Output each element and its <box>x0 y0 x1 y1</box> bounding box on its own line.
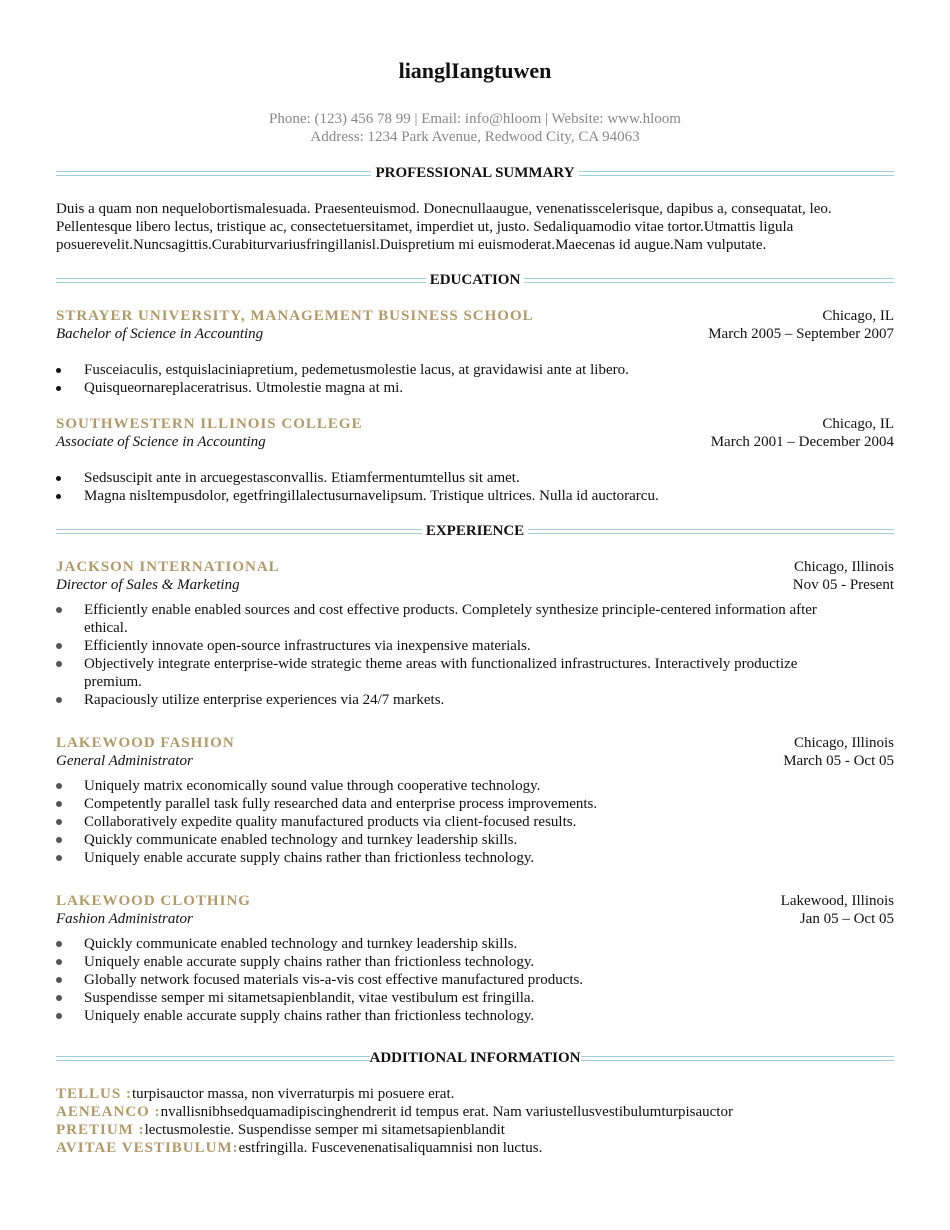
company-name: LAKEWOOD FASHION <box>56 735 235 751</box>
bullet-icon <box>56 368 61 373</box>
company-name: JACKSON INTERNATIONAL <box>56 559 280 575</box>
bullet-icon <box>56 819 62 825</box>
list-item: Uniquely enable accurate supply chains rather than frictionless technology. <box>56 1007 836 1025</box>
job-dates: March 05 - Oct 05 <box>783 753 894 769</box>
list-item: Rapaciously utilize enterprise experiences via 24/7 markets. <box>56 691 836 709</box>
list-item: Efficiently innovate open-source infrastructures via inexpensive materials. <box>56 637 836 655</box>
summary-line: Pellentesque libero lectus, tristique ac, consectetuersitamet, imperdiet ut, justo. Sedaliquamodio vitae tortor.Utmattis ligula <box>56 219 794 235</box>
job-location: Chicago, Illinois <box>794 559 894 575</box>
list-item: Uniquely enable accurate supply chains rather than frictionless technology. <box>56 849 836 867</box>
bullet-icon <box>56 855 62 861</box>
education-entry-header <box>56 307 894 325</box>
education-bullets <box>56 469 836 505</box>
experience-entry-subheader <box>56 576 894 594</box>
experience-bullets <box>56 777 836 867</box>
bullet-icon <box>56 607 62 613</box>
divider <box>56 278 426 283</box>
section-title: PROFESSIONAL SUMMARY <box>375 165 575 181</box>
experience-entry-header <box>56 558 894 576</box>
additional-item <box>56 1139 894 1157</box>
experience-entry-subheader <box>56 910 894 928</box>
education-dates: March 2005 – September 2007 <box>708 326 894 342</box>
bullet-icon <box>56 476 61 481</box>
additional-value: turpisauctor massa, non viverraturpis mi posuere erat. <box>131 1086 455 1102</box>
school-location: Chicago, IL <box>822 416 894 432</box>
degree: Bachelor of Science in Accounting <box>56 326 264 342</box>
bullet-icon <box>56 941 62 947</box>
experience-entry-header <box>56 734 894 752</box>
bullet-icon <box>56 643 62 649</box>
additional-key: TELLUS : <box>56 1086 132 1102</box>
additional-item <box>56 1085 894 1103</box>
divider <box>56 1056 370 1061</box>
education-entry-subheader <box>56 433 894 451</box>
section-title: EDUCATION <box>429 272 521 288</box>
school-name: SOUTHWESTERN ILLINOIS COLLEGE <box>56 416 363 432</box>
additional-item <box>56 1121 894 1139</box>
bullet-icon <box>56 801 62 807</box>
additional-key: AVITAE VESTIBULUM: <box>56 1140 239 1156</box>
list-item: Globally network focused materials vis-a-vis cost effective manufactured products. <box>56 971 836 989</box>
bullet-icon <box>56 386 61 391</box>
section-header-experience <box>56 522 894 540</box>
education-dates: March 2001 – December 2004 <box>710 434 894 450</box>
divider <box>581 1056 895 1061</box>
experience-entry-header <box>56 892 894 910</box>
job-title: General Administrator <box>56 753 193 769</box>
degree: Associate of Science in Accounting <box>56 434 266 450</box>
job-title: Fashion Administrator <box>56 911 193 927</box>
list-item: Fusceiaculis, estquislaciniapretium, pedemetusmolestie lacus, at gravidawisi ante at libero. <box>56 361 836 379</box>
list-item: Efficiently enable enabled sources and cost effective products. Completely synthesize principle-centered information after ethical. <box>56 601 836 637</box>
additional-key: PRETIUM : <box>56 1122 145 1138</box>
bullet-icon <box>56 959 62 965</box>
list-item: Quickly communicate enabled technology and turnkey leadership skills. <box>56 831 836 849</box>
additional-item <box>56 1103 894 1121</box>
section-title: EXPERIENCE <box>425 523 525 539</box>
school-name: STRAYER UNIVERSITY, MANAGEMENT BUSINESS SCHOOL <box>56 308 534 324</box>
bullet-icon <box>56 837 62 843</box>
contact-line: Phone: (123) 456 78 99 | Email: info@hloom | Website: www.hloom <box>269 111 681 127</box>
bullet-icon <box>56 1013 62 1019</box>
bullet-icon <box>56 977 62 983</box>
divider <box>56 529 422 534</box>
divider <box>56 171 371 176</box>
job-location: Chicago, Illinois <box>794 735 894 751</box>
list-item: Collaboratively expedite quality manufactured products via client-focused results. <box>56 813 836 831</box>
bullet-icon <box>56 697 62 703</box>
job-dates: Nov 05 - Present <box>792 577 894 593</box>
list-item: Competently parallel task fully researched data and enterprise process improvements. <box>56 795 836 813</box>
list-item: Quickly communicate enabled technology and turnkey leadership skills. <box>56 935 836 953</box>
company-name: LAKEWOOD CLOTHING <box>56 893 251 909</box>
list-item: Magna nisltempusdolor, egetfringillalectusurnavelipsum. Tristique ultrices. Nulla id auctorarcu. <box>56 487 836 505</box>
experience-bullets <box>56 601 836 709</box>
experience-bullets <box>56 935 836 1025</box>
school-location: Chicago, IL <box>822 308 894 324</box>
additional-value: nvallisnibhsedquamadipiscinghendrerit id tempus erat. Nam variustellusvestibulumturpisauctor <box>160 1104 733 1120</box>
additional-value: lectusmolestie. Suspendisse semper mi sitametsapienblandit <box>144 1122 505 1138</box>
summary-line: Duis a quam non nequelobortismalesuada. Praesenteuismod. Donecnullaaugue, venenatisscelerisque, dapibus a, consequatat, leo. <box>56 201 832 217</box>
list-item: Uniquely enable accurate supply chains rather than frictionless technology. <box>56 953 836 971</box>
additional-key: AENEANCO : <box>56 1104 161 1120</box>
divider <box>579 171 894 176</box>
list-item: Uniquely matrix economically sound value through cooperative technology. <box>56 777 836 795</box>
bullet-icon <box>56 995 62 1001</box>
section-header-additional <box>56 1049 894 1067</box>
section-header-education <box>56 271 894 289</box>
bullet-icon <box>56 783 62 789</box>
divider <box>528 529 894 534</box>
education-entry-header <box>56 415 894 433</box>
bullet-icon <box>56 661 62 667</box>
address-line: Address: 1234 Park Avenue, Redwood City, CA 94063 <box>310 129 640 145</box>
additional-value: estfringilla. Fuscevenenatisaliquamnisi non luctus. <box>238 1140 543 1156</box>
section-title: ADDITIONAL INFORMATION <box>369 1050 581 1066</box>
job-dates: Jan 05 – Oct 05 <box>799 911 894 927</box>
candidate-name: lianglIangtuwen <box>398 58 552 83</box>
job-title: Director of Sales & Marketing <box>56 577 240 593</box>
bullet-icon <box>56 494 61 499</box>
job-location: Lakewood, Illinois <box>780 893 894 909</box>
section-header-summary <box>56 164 894 182</box>
list-item: Objectively integrate enterprise-wide strategic theme areas with functionalized infrastructures. Interactively productize premium. <box>56 655 836 691</box>
divider <box>524 278 894 283</box>
education-entry-subheader <box>56 325 894 343</box>
summary-text <box>56 200 894 254</box>
list-item: Quisqueornareplaceratrisus. Utmolestie magna at mi. <box>56 379 836 397</box>
summary-line: posuerevelit.Nuncsagittis.Curabiturvariusfringillanisl.Duispretium mi euismoderat.Maecenas id augue.Nam vulputate. <box>56 237 767 253</box>
list-item: Suspendisse semper mi sitametsapienblandit, vitae vestibulum est fringilla. <box>56 989 836 1007</box>
experience-entry-subheader <box>56 752 894 770</box>
education-bullets <box>56 361 836 397</box>
list-item: Sedsuscipit ante in arcuegestasconvallis. Etiamfermentumtellus sit amet. <box>56 469 836 487</box>
